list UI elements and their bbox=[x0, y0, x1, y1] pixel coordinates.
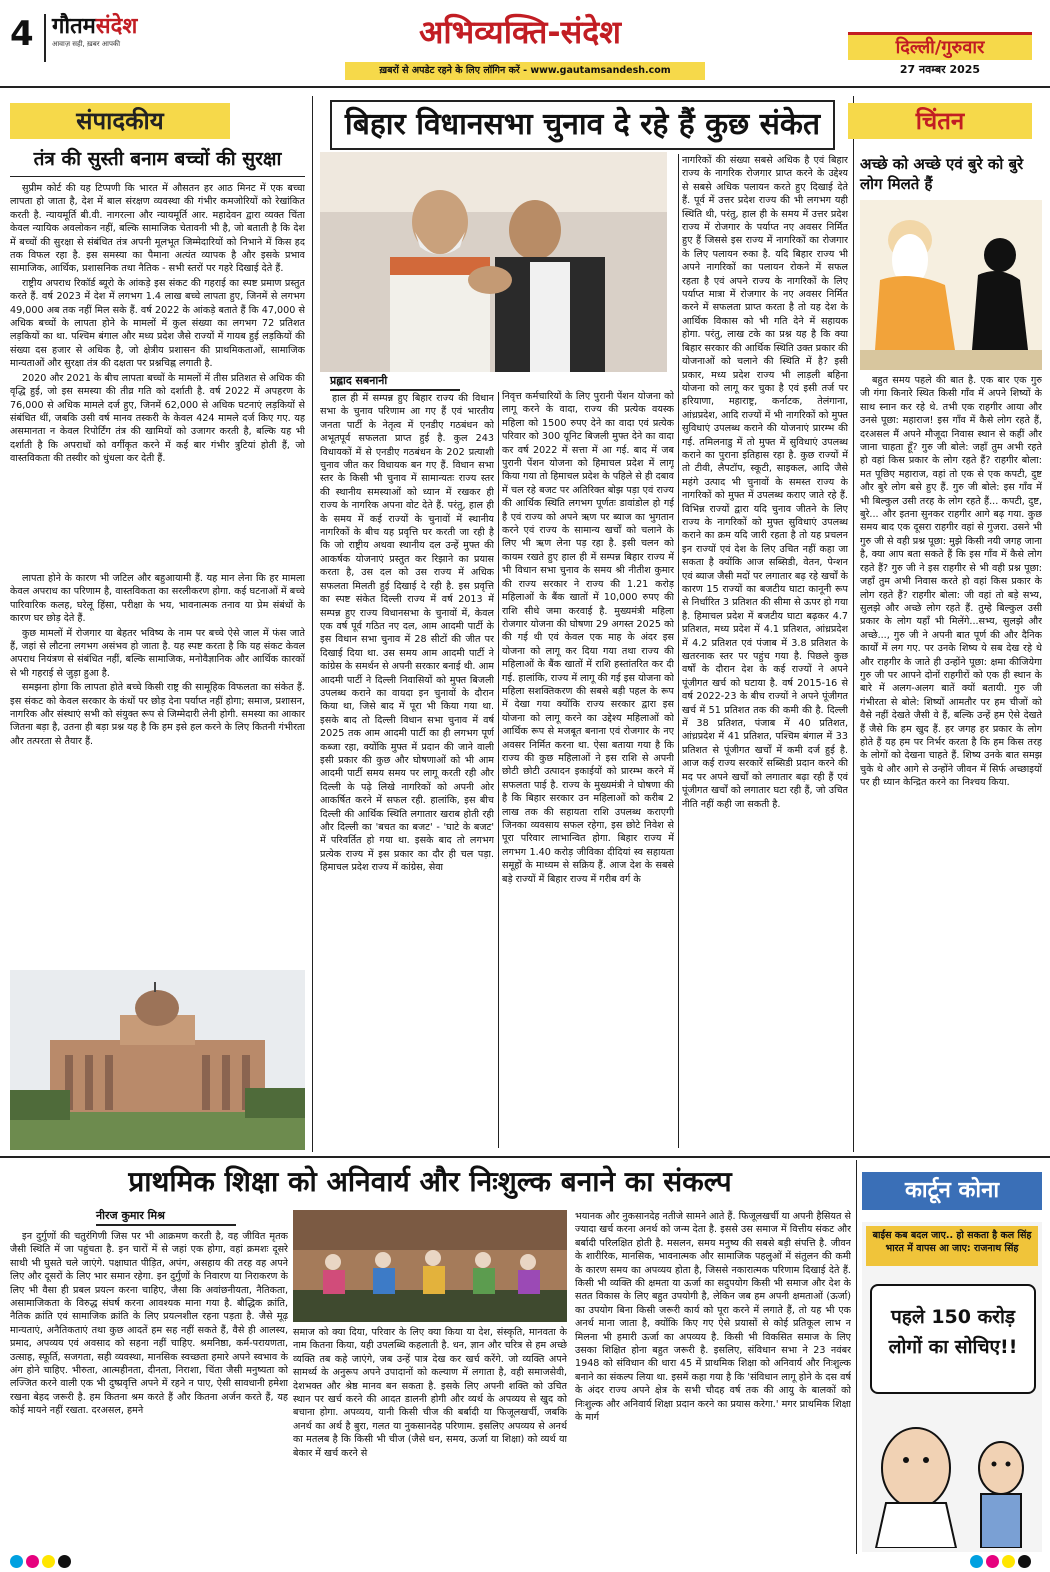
main-article-text: नागरिकों की संख्या सबसे अधिक है एवं बिहार राज्य के नागरिक रोजगार प्राप्त करने के उद्देश्य से सबसे अधिक पलायन करते हुए दिखाई देते हैं. पूर्व में उत्तर प्रदेश राज्य की भी लगभग यही स्थिति थी, परंतु, हाल ही के समय में उत्तर प्रदेश राज्य में रोजगार के पर्याप्त नए अवसर निर्मित हुए हैं जिससे इस राज्य में नागरिकों का रोजगार के लिए पलायन रुका है. यदि बिहार राज्य भी अपने नागरिकों का पलायन रोकने में सफल रहता है एवं अपने राज्य के नागरिकों के लिए पर्याप्त मात्रा में रोजगार के नए अवसर निर्मित करने में सफलता प्राप्त करता है तो यह देश के आर्थिक विकास को भी गति देने में सहायक होगा. परंतु, लाख टके का प्रश्न यह है कि क्या बिहार सरकार की आर्थिक स्थिति उक्त प्रकार की योजनाओं को चलाने की स्थिति में है? इसी प्रकार, मध्य प्रदेश राज्य भी लाड़ली बहिना योजना को लागू कर चुका है एवं इसी तर्ज पर हरियाणा, महाराष्ट्र, कर्नाटक, तेलंगाना, आंध्रप्रदेश, आदि राज्यों में भी नागरिकों को मुफ्त सुविधाएं उपलब्ध कराने की योजनाएं प्रारम्भ की गई. तमिलनाडु में तो मुफ्त में सुविधाएं उपलब्ध कराने का पुराना इतिहास रहा है. कुछ राज्यों में तो टीवी, लैपटॉप, स्कूटी, साइकल, आदि जैसे महंगे उत्पाद भी चुनावों के समस्त राज्य के नागरिकों को मुफ्त में उपलब्ध कराए जाते रहे हैं. विभिन्न राज्यों द्वारा यदि चुनाव जीतने के लिए राज्य के नागरिकों को मुफ्त सुविधाएं उपलब्ध कराने का क्रम यदि जारी रहता है तो यह प्रचलन इन राज्यों एवं देश के लिए उचित नहीं कहा जा सकता है क्योंकि आज सब्सिडी, वेतन, पेन्शन एवं ब्याज जैसी मदों पर लगातार बढ़ रहे खर्चों के कारण 15 राज्यों का बजटीय घाटा कानूनी रूप से निर्धारित 3 प्रतिशत की सीमा से ऊपर हो गया है. हिमाचल प्रदेश में बजटीय घाटा बढ़कर 4.7 प्रतिशत, मध्य प्रदेश में 4.1 प्रतिशत, आंध्रप्रदेश में 4.2 प्रतिशत एवं पंजाब में 3.8 प्रतिशत के खतरनाक स्तर पर पहुंच गया है. पिछले कुछ वर्षों के दौरान देश के कई राज्यों ने अपने पूंजीगत खर्च को घटाया है. वर्ष 2015-16 से वर्ष 2022-23 के बीच राज्यों ने अपने पूंजीगत खर्च में 51 प्रतिशत तक की कमी की है. दिल्ली में 38 प्रतिशत, पंजाब में 40 प्रतिशत, आंध्रप्रदेश में 41 प्रतिशत, पश्चिम बंगाल में 33 प्रतिशत से पूंजीगत खर्चों में कमी दर्ज हुई है. आज कई राज्य सरकारें सब्सिडी प्रदान करने की मद पर अपने खर्चों को लगातार बढ़ा रही हैं एवं पूंजीगत खर्चों को लगातार घटा रही हैं, जो उचित नीति नहीं कही जा सकती है. bbox=[682, 155, 848, 810]
editorial-headline: तंत्र की सुस्ती बनाम बच्चों की सुरक्षा bbox=[33, 148, 282, 170]
leaders-photo bbox=[320, 152, 667, 372]
column-divider bbox=[856, 1160, 857, 1554]
supreme-court-photo bbox=[10, 970, 305, 1150]
column-divider bbox=[312, 96, 313, 1152]
column-divider bbox=[678, 154, 679, 1148]
cartoon-bubble-line: लोगों का सोचिए!! bbox=[888, 1336, 1018, 1358]
chintan-body bbox=[860, 374, 1042, 1150]
cartoon-label: कार्टून कोना bbox=[862, 1172, 1042, 1210]
bottom-article-col-3 bbox=[575, 1210, 851, 1552]
editorial-paragraph: समझना होगा कि लापता होते बच्चे किसी राष्ट्र की सामूहिक विफलता का संकेत हैं. इस संकट को केवल सरकार के कंधों पर छोड़ देना पर्याप्त नहीं होगा; समाज, प्रशासन, नागरिक और संस्थाएं सभी को संयुक्त रूप से जिम्मेदारी लेनी होगी. समस्या का आकार जितना बड़ा है, उतना ही बड़ा प्रश्न यह है कि हम इसे हल करने के लिए कितनी गंभीरता और तत्परता से तैयार हैं. bbox=[10, 682, 305, 747]
chintan-text: बहुत समय पहले की बात है. एक बार एक गुरु जी गंगा किनारे स्थित किसी गाँव में अपने शिष्यों के साथ स्नान कर रहे थे. तभी एक राहगीर आया और उनसे पूछा: महाराज! इस गाँव में कैसे लोग रहते हैं, दरअसल मैं अपने मौजूदा निवास स्थान से कहीं और जाना चाहता हूँ? गुरु जी बोले: जहाँ तुम अभी रहते हो वहां किस प्रकार के लोग रहते हैं? राहगीर बोला: मत पूछिए महाराज, वहां तो एक से एक कपटी, दुष्ट और बुरे लोग बसे हुए हैं. गुरु जी बोले: इस गाँव में भी बिल्कुल उसी तरह के लोग रहते हैं... कपटी, दुष्ट, बुरे... और इतना सुनकर राहगीर आगे बढ़ गया. कुछ समय बाद एक दूसरा राहगीर वहां से गुजरा. उसने भी गुरु जी से वही प्रश्न पूछा: मुझे किसी नयी जगह जाना है, क्या आप बता सकते हैं कि इस गाँव में कैसे लोग रहते हैं? गुरु जी ने इस राहगीर से भी वही प्रश्न पूछा: जहाँ तुम अभी निवास करते हो वहां किस प्रकार के लोग रहते हैं? राहगीर बोला: जी वहां तो बड़े सभ्य, सुलझे और अच्छे लोग रहते हैं. तुम्हे बिल्कुल उसी प्रकार के लोग यहाँ भी मिलेंगे...सभ्य, सुलझे और अच्छे..., गुरु जी ने अपनी बात पूर्ण की और दैनिक कार्यों में लग गए. पर उनके शिष्य ये सब देख रहे थे और राहगीर के जाते ही उन्होंने पूछा: क्षमा कीजियेगा गुरु जी पर आपने दोनों राहगीरों को एक ही स्थान के बारे में अलग-अलग बातें क्यों बतायी. गुरु जी गंभीरता से बोले: शिष्यों आमतौर पर हम चीजों को वैसे नहीं देखते जैसी वे हैं, बल्कि उन्हें हम ऐसे देखते हैं जैसे कि हम खुद हैं. हर जगह हर प्रकार के लोग होते हैं यह हम पर निर्भर करता है कि हम किस तरह के लोगों को देखना चाहते हैं. शिष्य उनके बात समझ चुके थे और आगे से उन्होंने जीवन में सिर्फ अच्छाइयों पर ही ध्यान केन्द्रित करने का निश्चय किया. bbox=[860, 375, 1042, 789]
main-article-col-3 bbox=[682, 154, 848, 1150]
bottom-article-text: भयानक और नुकसानदेह नतीजे सामने आते हैं. फिजूलखर्ची या अपनी हैसियत से ज्यादा खर्च करना अनर्थ को जन्म देता है. इससे उस समाज में वित्तीय संकट और बर्बादी परिलक्षित होती है. मसलन, समय मनुष्य की सबसे बड़ी संपत्ति है. जीवन के शारीरिक, मानसिक, भावनात्मक और सामाजिक पहलुओं में संतुलन की कमी के कारण समय का अपव्यय होता है, जिससे नकारात्मक परिणाम दिखाई देते हैं. किसी भी व्यक्ति की क्षमता या ऊर्जा का सदुपयोग किसी भी समाज और देश के सतत विकास के लिए बहुत उपयोगी है, लेकिन जब हम अपनी क्षमताओं (ऊर्जा) का उपयोग बिना किसी जरूरी कार्य को पूरा करने में लगाते हैं, तो यह भी एक अनर्थ माना जाता है, क्योंकि किए गए ऐसे प्रयासों से कोई प्रतिकूल लाभ न मिलना भी हमारी ऊर्जा का अपव्यय है. किसी भी विकसित समाज के लिए उसका शिक्षित होना बहुत जरूरी है. इसलिए, संविधान सभा ने 23 नवंबर 1948 को संविधान की धारा 45 में प्राथमिक शिक्षा को अनिवार्य और निःशुल्क बनाने का संकल्प लिया था. इसमें कहा गया है कि 'संविधान लागू होने के दस वर्ष के अंदर राज्य अपने क्षेत्र के सभी चौदह वर्ष तक की आयु के बालकों को निःशुल्क और अनिवार्य शिक्षा प्रदान करने का प्रयास करेगा.' मगर प्राथमिक शिक्षा के मार्ग bbox=[575, 1211, 851, 1424]
guru-illustration bbox=[860, 200, 1042, 370]
bottom-article-col-2 bbox=[293, 1326, 567, 1552]
bottom-byline: नीरज कुमार मिश्र bbox=[96, 1208, 236, 1226]
editorial-body-continued bbox=[10, 572, 305, 968]
main-byline: प्रह्लाद सबनानी bbox=[330, 373, 460, 391]
section-rule bbox=[0, 1156, 1050, 1158]
main-headline: बिहार विधानसभा चुनाव दे रहे हैं कुछ संकेत bbox=[330, 100, 835, 150]
editorial-rule bbox=[10, 176, 305, 177]
editorial-label: संपादकीय bbox=[10, 103, 230, 139]
login-strip[interactable]: ख़बरों से अपडेट रहने के लिए लॉगिन करें - www.gautamsandesh.com bbox=[345, 62, 705, 80]
cartoon-bubble-line: पहले 150 करोड़ bbox=[890, 1306, 1016, 1328]
cartoon-strip-text: बाईस कब बदल जाए.. हो सकता है कल सिंह भारत में वापस आ जाए: राजनाथ सिंह bbox=[866, 1226, 1038, 1266]
editorial-paragraph: लापता होने के कारण भी जटिल और बहुआयामी हैं. यह मान लेना कि हर मामला केवल अपराध का परिणाम है, वास्तविकता का सरलीकरण होगा. कई घटनाओं में बच्चे पारिवारिक कलह, घरेलू हिंसा, परीक्षा के भय, भावनात्मक तनाव या प्रेम संबंधों के कारण घर छोड़ देते हैं. bbox=[10, 573, 305, 625]
logo-word-1: गौतम bbox=[52, 14, 96, 39]
bottom-article-col-1 bbox=[10, 1230, 288, 1552]
bottom-article-text: इन दुर्गुणों की चतुरंगिणी जिस पर भी आक्रमण करती है, वह जीवित मृतक जैसी स्थिति में जा पहुंचता है. इन चारों में से जहां एक होगा, वहां क्रमशः दूसरे साथी भी घुसते चले जाएंगे. पक्षाघात पीड़ित, अपंग, असहाय की तरह वह अपने लिए और दूसरों के लिए भार समान रहेगा. इन दुर्गुणों के निवारण या निराकरण के लिए भी वैसा ही प्रबल प्रयत्न करना चाहिए, जैसा कि अवांछनीयता, नैतिकता, असामाजिकता के विरुद्ध संघर्ष करना आवश्यक माना गया है. बौद्धिक क्रांति, नैतिक क्रांति एवं सामाजिक क्रांति के लिए प्रयत्नशील रहना पड़ता है. जैसे मूढ़ मान्यताएं, अनैतिकताएं तथा कुछ आदतें हम सह नहीं सकते हैं, वैसे ही आलस्य, प्रमाद, अपव्यय एवं अवसाद को सहना नहीं चाहिए. श्रमनिष्ठा, कर्म-परायणता, उत्साह, स्फूर्ति, सजगता, सही व्यवस्था, मानसिक स्वच्छता हमारे अपने स्वभाव के अंग होने चाहिए. भीरुता, आत्महीनता, दीनता, निराशा, चिंता जैसी मनुष्यता को लज्जित करने वाली एक भी दुष्प्रवृत्ति अपने में रहने न पाए, ऐसी सावधानी हमेशा रखना बेहद जरूरी है. हम कितना श्रम करते हैं और कितना अर्जन करते हैं, यह कोई मायने नहीं रखता. दरअसल, हमने bbox=[10, 1231, 288, 1417]
editorial-paragraph: सुप्रीम कोर्ट की यह टिप्पणी कि भारत में औसतन हर आठ मिनट में एक बच्चा लापता हो जाता है, देश में बाल संरक्षण व्यवस्था की गंभीर कमजोरियों को रेखांकित करती है. न्यायमूर्ति बी.वी. नागरत्ना और न्यायमूर्ति आर. महादेवन द्वारा व्यक्त चिंता केवल न्यायिक अवलोकन नहीं, बल्कि सामाजिक चेतावनी भी है, जो बताती है कि देश में बच्चों की सुरक्षा से संबंधित तंत्र अपनी मूलभूत जिम्मेदारियों को निभाने में किस हद तक विफल रहा है. इस समस्या का पैमाना अत्यंत व्यापक है और इसके प्रभाव सामाजिक, आर्थिक, प्रशासनिक तथा नैतिक - सभी स्तरों पर गहरे दिखाई देते हैं. bbox=[10, 183, 305, 275]
column-divider bbox=[498, 392, 499, 1148]
section-title: अभिव्यक्ति-संदेश bbox=[418, 13, 622, 51]
newspaper-logo[interactable] bbox=[52, 14, 172, 60]
page-number: 4 bbox=[10, 14, 34, 54]
cartoon-characters bbox=[866, 1398, 1038, 1548]
chintan-label: चिंतन bbox=[848, 103, 1032, 139]
logo-word-2: संदेश bbox=[95, 14, 138, 39]
masthead-rule bbox=[0, 86, 1050, 88]
column-divider bbox=[853, 96, 854, 1152]
logo-tagline: आवाज़ सही, ख़बर आपकी bbox=[52, 40, 121, 48]
editorial-paragraph: 2020 और 2021 के बीच लापता बच्चों के मामलों में तीस प्रतिशत से अधिक की वृद्धि हुई, जो इस समस्या की तीव्र गति को दर्शाती है. वर्ष 2022 में अपहरण के 76,000 से अधिक मामले दर्ज हुए, जिनमें 62,000 से अधिक घटनाएं लड़कियों से संबंधित थीं, जबकि उसी वर्ष मानव तस्करी के केवल 424 मामले दर्ज किए गए. यह असमानता न केवल रिपोर्टिंग तंत्र की खामियों को उजागर करती है, बल्कि यह भी दर्शाती है कि अपराधों को वर्गीकृत करने में कई बार गंभीर त्रुटियां होती हैं, जो वास्तविकता की तस्वीर को धुंधला कर देती हैं. bbox=[10, 372, 305, 465]
main-article-text: हाल ही में सम्पन्न हुए बिहार राज्य की विधान सभा के चुनाव परिणाम आ गए हैं एवं भारतीय जनता पार्टी के नेतृत्व में एनडीए गठबंधन को अभूतपूर्व सफलता प्राप्त हुई है. कुल 243 विधायकों में से एनडीए गठबंधन के 202 प्रत्याशी चुनाव जीत कर विधायक बन गए हैं. विधान सभा स्तर के किसी भी चुनाव में सामान्यतः राज्य स्तर की स्थानीय समस्याओं को ध्यान में रखकर ही राज्य के नागरिक अपना वोट देते हैं. परंतु, हाल ही के समय में कई राज्यों के चुनावों में स्थानीय नागरिकों के बीच यह प्रवृत्ति घर करती जा रही है कि जो राष्ट्रीय अथवा स्थानीय दल उन्हें मुफ्त की आकर्षक योजनाएं प्रस्तुत कर रिझाने का प्रयास करता है, उस दल को उस राज्य में अधिक सफलता मिलती हुई दिखाई दे रही है. इस प्रवृत्ति का स्पष्ट संकेत दिल्ली राज्य में वर्ष 2013 में सम्पन्न हुए राज्य विधानसभा के चुनावों में, केवल एक वर्ष पूर्व गठित नए दल, आम आदमी पार्टी के इस विधान सभा चुनाव में 28 सीटों की जीत पर दिखाई दिया था. उस समय आम आदमी पार्टी ने कांग्रेस के समर्थन से अपनी सरकार बनाई थी. आम आदमी पार्टी ने दिल्ली निवासियों को मुफ्त बिजली उपलब्ध कराने का वायदा इन चुनावों के दौरान किया था, जिसे बाद में पूरा भी किया गया था. इसके बाद तो दिल्ली विधान सभा चुनाव में वर्ष 2025 तक आम आदमी पार्टी का ही लगभग पूर्ण कब्जा रहा, क्योंकि मुफ्त में प्रदान की जाने वाली इसी प्रकार की कुछ और घोषणाओं को भी आम आदमी पार्टी समय समय पर लागू करती रही और दिल्ली के पढ़े लिखे नागरिकों को अपनी ओर आकर्षित करने में सफल रही. हालांकि, इस बीच दिल्ली की आर्थिक स्थिति लगातार खराब होती रही और दिल्ली का 'बचत का बजट' - 'घाटे के बजट' में परिवर्तित हो गया था. इसके बाद तो लगभग प्रत्येक राज्य में इस प्रकार का दौर ही चल पड़ा. हिमाचल प्रदेश राज्य में कांग्रेस, सेवा bbox=[320, 393, 494, 874]
bottom-headline: प्राथमिक शिक्षा को अनिवार्य और निःशुल्क बनाने का संकल्प bbox=[128, 1165, 732, 1198]
classroom-photo bbox=[293, 1210, 567, 1322]
main-article-col-2 bbox=[502, 390, 674, 1150]
main-article-col-1 bbox=[320, 392, 494, 1150]
editorial-body bbox=[10, 182, 305, 570]
city-day: दिल्ली/गुरुवार bbox=[848, 32, 1032, 60]
masthead-divider bbox=[44, 14, 46, 62]
cartoon-speech-bubble bbox=[870, 1284, 1036, 1394]
editorial-paragraph: कुछ मामलों में रोजगार या बेहतर भविष्य के नाम पर बच्चे ऐसे जाल में फंस जाते हैं, जहां से लौटना लगभग असंभव हो जाता है. यह स्पष्ट करता है कि यह संकट केवल अपराध नियंत्रण से संबंधित नहीं, बल्कि सामाजिक, मनोवैज्ञानिक और आर्थिक कारकों से भी गहराई से जुड़ा हुआ है. bbox=[10, 627, 305, 679]
editorial-paragraph: राष्ट्रीय अपराध रिकॉर्ड ब्यूरो के आंकड़े इस संकट की गहराई का स्पष्ट प्रमाण प्रस्तुत करते हैं. वर्ष 2023 में देश में लगभग 1.4 लाख बच्चे लापता हुए, जिनमें से लगभग 49,000 अब तक नहीं मिल सके हैं. वर्ष 2022 के आंकड़े बताते हैं कि 47,000 से अधिक बच्चों के लापता होने के मामलों में कुल संख्या का लगभग 72 प्रतिशत लड़कियों का था. पश्चिम बंगाल और मध्य प्रदेश जैसे राज्यों में गायब हुई लड़कियों की संख्या दस हजार से अधिक है, जो क्षेत्रीय प्रशासन की प्राथमिकताओं, सामाजिक मान्यताओं और सुरक्षा तंत्र की दक्षता पर प्रश्नचिह्न लगाती है. bbox=[10, 277, 305, 370]
bottom-article-text: समाज को क्या दिया, परिवार के लिए क्या किया या देश, संस्कृति, मानवता के नाम कितना किया, यही उपलब्धि कहलाती है. धन, ज्ञान और चरित्र से हम अच्छे व्यक्ति तब कहे जाएंगे, जब उन्हें पात्र देख कर खर्च करेंगे. जो व्यक्ति अपने सामर्थ्य के अनुरूप अपने उपादानों को कल्याण में लगाता है, वही समाजसेवी, देशभक्त और श्रेष्ठ मानव बन सकता है. इसके लिए अपनी शक्ति को उचित स्थान पर खर्च करने की आदत डालनी होगी और व्यर्थ के अपव्यय से खुद को बचाना होगा. अपव्यय, यानी किसी चीज की बर्बादी या फिजूलखर्ची, जबकि अनर्थ का अर्थ है बुरा, गलत या नुकसानदेह परिणाम. इसलिए अपव्यय से अनर्थ का मतलब है कि किसी भी चीज (जैसे धन, समय, ऊर्जा या शिक्षा) को व्यर्थ या बेकार में खर्च करने से bbox=[293, 1327, 567, 1459]
main-article-text: निवृत्त कर्मचारियों के लिए पुरानी पेंशन योजना को लागू करने के वादा, राज्य की प्रत्येक वयस्क महिला को 1500 रुपए देने का वादा एवं प्रत्येक परिवार को 300 यूनिट बिजली मुफ्त देने का वादा कर वर्ष 2022 में सत्ता में आ गई. बाद में जब पुरानी पेंशन योजना को हिमाचल प्रदेश में लागू किया गया तो हिमाचल प्रदेश के पहिले से ही दबाव में चल रहे बजट पर अतिरिक्त बोझ पड़ा एवं राज्य की आर्थिक स्थिति लगभग पूर्णतः डावांडोल हो गई है एवं राज्य को अपने ऋण पर ब्याज का भुगतान करने एवं राज्य के सामान्य खर्चों को चलाने के लिए भी ऋण लेना पड़ रहा है. इसी चलन को कायम रखते हुए हाल ही में सम्पन्न बिहार राज्य में भी विधान सभा चुनाव के समय श्री नीतीश कुमार की राज्य सरकार ने राज्य की 1.21 करोड़ महिलाओं के बैंक खातों में 10,000 रुपए की राशि सीधे जमा करवाई है. मुख्यमंत्री महिला रोजगार योजना की घोषणा 29 अगस्त 2025 को की गई थी एवं केवल एक माह के अंदर इस योजना को लागू कर दिया गया तथा राज्य की महिलाओं के बैंक खातों में राशि हस्तांतरित कर दी गई. हालांकि, राज्य में लागू की गई इस योजना को महिला सशक्तिकरण की सबसे बड़ी पहल के रूप में देखा गया क्योंकि राज्य सरकार द्वारा इस योजना को लागू करने का उद्देश्य महिलाओं को आर्थिक रूप से मजबूत बनाना एवं रोजगार के नए अवसर निर्मित करना था. ऐसा बताया गया है कि राज्य की कुछ महिलाओं ने इस राशि से अपनी छोटी छोटी उत्पादन इकाईयों को प्रारम्भ करने में सफलता पाई है. राज्य के मुख्यमंत्री ने घोषणा की है कि बिहार सरकार उन महिलाओं को करीब 2 लाख तक की सहायता राशि उपलब्ध कराएगी जिनका व्यवसाय सफल रहेगा, इस छोटे निवेश से पूरा परिवार लाभान्वित होगा. बिहार राज्य में लगभग 1.40 करोड़ जीविका दीदियां स्व सहायता समूहों के माध्यम से सक्रिय हैं. आज देश के सबसे बड़े राज्यों में बिहार राज्य में गरीब वर्ग के bbox=[502, 391, 674, 885]
issue-date: 27 नवम्बर 2025 bbox=[899, 63, 981, 76]
chintan-headline: अच्छे को अच्छे एवं बुरे को बुरे लोग मिलते हैं bbox=[860, 155, 1024, 193]
